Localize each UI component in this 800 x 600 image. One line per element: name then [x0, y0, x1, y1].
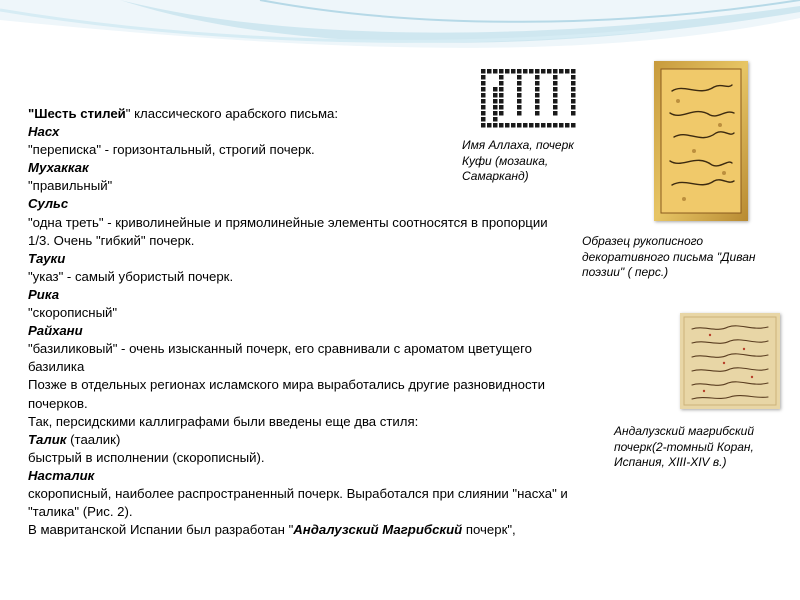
kufi-square [481, 99, 486, 104]
style-thuluth-name: Сульс [28, 196, 69, 212]
kufi-square [499, 87, 504, 92]
kufi-square [535, 87, 540, 92]
style-riqa-desc: "скорописный" [28, 305, 118, 321]
persian-intro-text: Так, персидскими каллиграфами были введены еще два стиля: [28, 413, 419, 429]
kufi-square [553, 93, 558, 98]
kufi-square [493, 87, 498, 92]
kufi-square [487, 69, 492, 74]
style-taliq-alt: (таалик) [66, 431, 121, 447]
style-nastaliq-desc: скорописный, наиболее распространенный почерк. Выработался при слиянии "насха" и "талика" (Рис. 2). [28, 485, 568, 520]
kufi-square [571, 75, 576, 80]
kufi-square [541, 69, 546, 74]
kufi-square [505, 69, 510, 74]
kufi-square [493, 99, 498, 104]
style-taliq-name: Талик [28, 431, 67, 447]
maghribi-quran-page-image [680, 313, 780, 409]
kufi-square [493, 69, 498, 74]
kufi-square [493, 93, 498, 98]
spain-end: почерк", [462, 522, 516, 538]
kufi-square [571, 105, 576, 110]
spain-intro: В мавританской Испании был разработан " [28, 522, 294, 538]
kufi-square [571, 81, 576, 86]
kufi-square [511, 69, 516, 74]
kufi-square [535, 99, 540, 104]
kufi-square [553, 87, 558, 92]
kufi-square [499, 81, 504, 86]
style-nastaliq-name: Насталик [28, 467, 95, 483]
kufi-square [559, 69, 564, 74]
kufi-square [517, 81, 522, 86]
kufi-square [499, 69, 504, 74]
kufi-square [517, 93, 522, 98]
kufi-square [571, 123, 576, 128]
kufi-square [481, 93, 486, 98]
kufi-square [517, 87, 522, 92]
style-taliq-desc: быстрый в исполнении (скорописный). [28, 449, 265, 465]
kufi-square [553, 99, 558, 104]
spain-text [28, 521, 568, 539]
spain-style-name: Андалузский Магрибский [293, 522, 463, 538]
kufi-square [517, 69, 522, 74]
kufi-square [571, 69, 576, 74]
style-rayhani-name: Райхани [28, 323, 83, 339]
intro-rest: " классического арабского письма: [125, 106, 339, 121]
kufi-square [571, 93, 576, 98]
style-thuluth-desc: "одна треть" - криволинейные и прямолинейные элементы соотносятся в пропорции 1/3. Очень "гибкий" почерк. [28, 214, 548, 248]
kufi-square [499, 99, 504, 104]
diwan-caption: Образец рукописного декоративного письма "Диван поэзии" ( перс.) [582, 234, 756, 279]
kufi-square [499, 93, 504, 98]
intro-bold: "Шесть стилей [28, 106, 126, 121]
kufi-square [517, 99, 522, 104]
kufi-square [571, 99, 576, 104]
maghribi-caption: Андалузский магрибский почерк(2-томный Коран, Испания, XIII-XIV в.) [614, 424, 755, 469]
diwan-manuscript-image [654, 61, 748, 221]
kufi-square [535, 93, 540, 98]
kufi-caption: Имя Аллаха, почерк Куфи (мозаика, Самарканд) [462, 138, 574, 183]
kufi-square [553, 81, 558, 86]
style-muhaqqaq-name: Мухаккак [28, 160, 89, 176]
style-naskh-name: Насх [28, 124, 60, 140]
kufi-square [571, 87, 576, 92]
kufi-square [553, 75, 558, 80]
style-taliq-line [28, 431, 568, 449]
kufi-square [481, 69, 486, 74]
kufi-square [565, 69, 570, 74]
later-regions-text: Позже в отдельных регионах исламского мира выработались другие разновидности почерков. [28, 377, 545, 411]
kufi-square [571, 111, 576, 116]
kufi-square [481, 87, 486, 92]
intro-line [28, 105, 568, 123]
kufi-square [499, 75, 504, 80]
kufi-square [535, 81, 540, 86]
style-tawqi-desc: "указ" - самый убористый почерк. [28, 268, 234, 284]
kufi-square [535, 75, 540, 80]
kufi-square [535, 69, 540, 74]
style-rayhani-desc: "базиликовый" - очень изысканный почерк, его сравнивали с ароматом цветущего базилика [28, 341, 532, 375]
kufi-square [523, 69, 528, 74]
kufi-square [553, 69, 558, 74]
kufi-square [517, 75, 522, 80]
kufi-square [547, 69, 552, 74]
style-naskh-desc: "переписка" - горизонтальный, строгий почерк. [28, 142, 315, 158]
kufi-square [481, 75, 486, 80]
style-riqa-name: Рика [28, 286, 60, 302]
kufi-square [481, 81, 486, 86]
style-muhaqqaq-desc: "правильный" [28, 178, 113, 194]
style-tawqi-name: Тауки [28, 250, 66, 266]
kufi-square [529, 69, 534, 74]
